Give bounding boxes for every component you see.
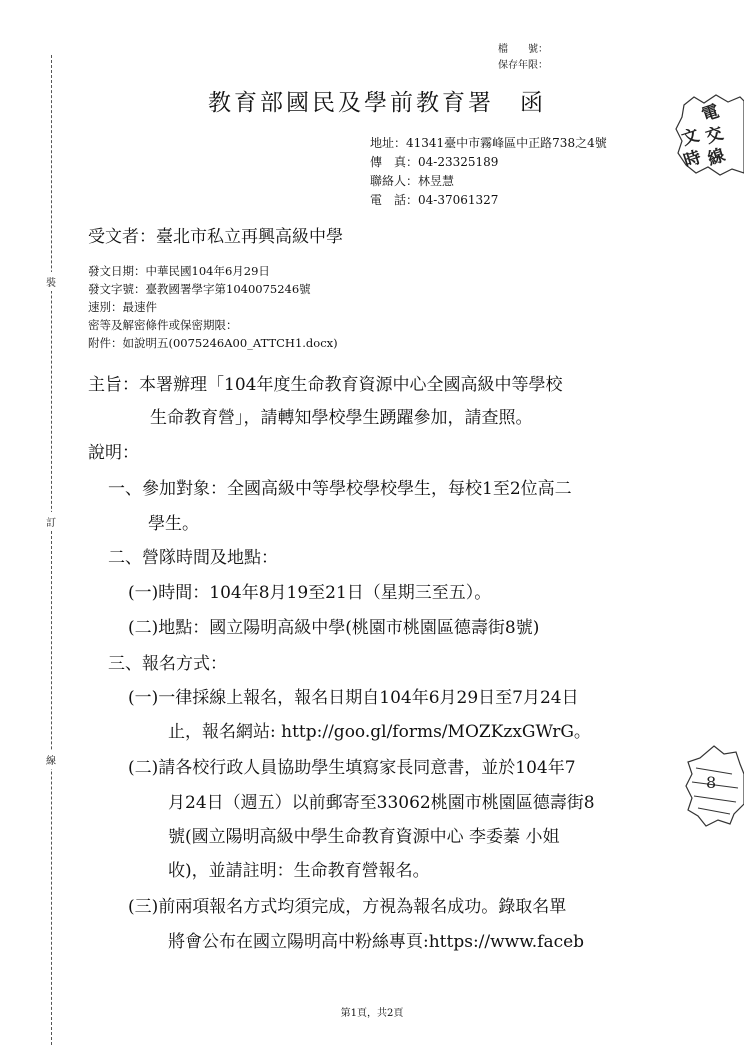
contact-phone: 電 話：04-37061327 — [370, 193, 499, 207]
recipient: 受文者：臺北市私立再興高級中學 — [88, 227, 343, 247]
svg-text:交: 交 — [703, 123, 726, 148]
item-2-place: (二)地點：國立陽明高級中學(桃園市桃園區德壽街8號) — [128, 618, 540, 638]
item-2-time: (一)時間：104年8月19至21日（星期三至五）。 — [128, 583, 492, 603]
file-number-label: 檔 號： — [498, 44, 548, 55]
svg-text:線: 線 — [705, 145, 728, 170]
page-mark-number: 8 — [706, 773, 717, 792]
secrecy-level: 密等及解密條件或保密期限： — [88, 318, 238, 332]
binding-char-zhuang: 裝 — [44, 272, 58, 291]
issue-date: 發文日期：中華民國104年6月29日 — [88, 264, 270, 278]
item-3c-line-2: 將會公布在國立陽明高中粉絲專頁:https://www.faceb — [168, 932, 585, 952]
item-1-line-1: 一、參加對象：全國高級中等學校學校學生，每校1至2位高二 — [108, 479, 572, 499]
subject-line-1: 主旨：本署辦理「104年度生命教育資源中心全國高級中等學校 — [88, 375, 563, 395]
svg-text:文: 文 — [679, 125, 702, 150]
item-3-title: 三、報名方式： — [108, 654, 227, 674]
item-3a-line-2: 止，報名網站: http://goo.gl/forms/MOZKzxGWrG。 — [168, 722, 591, 742]
item-3b-line-3: 號(國立陽明高級中學生命教育資源中心 李委蓁 小姐 — [168, 827, 560, 847]
document-number: 發文字號：臺教國署學字第1040075246號 — [88, 282, 311, 296]
delivery-speed: 速別：最速件 — [88, 300, 157, 314]
item-3b-line-2: 月24日（週五）以前郵寄至33062桃園市桃園區德壽街8 — [168, 793, 595, 813]
contact-fax: 傳 真：04-23325189 — [370, 155, 499, 169]
explanation-label: 說明： — [88, 443, 139, 463]
subject-line-2: 生命教育營」，請轉知學校學生踴躍參加，請查照。 — [150, 408, 533, 428]
item-3b-line-4: 收)，並請註明：生命教育營報名。 — [168, 861, 430, 881]
binding-line — [51, 55, 52, 1045]
binding-char-ding: 訂 — [44, 512, 58, 531]
item-3b-line-1: (二)請各校行政人員協助學生填寫家長同意書，並於104年7 — [128, 758, 576, 778]
item-2-title: 二、營隊時間及地點： — [108, 548, 278, 568]
contact-address: 地址：41341臺中市霧峰區中正路738之4號 — [370, 136, 607, 150]
contact-person: 聯絡人：林昱慧 — [370, 174, 455, 188]
retention-label: 保存年限： — [498, 60, 548, 71]
svg-text:電: 電 — [699, 101, 722, 126]
electronic-exchange-stamp — [674, 93, 744, 177]
document-title: 教育部國民及學前教育署 函 — [208, 90, 546, 116]
svg-text:時: 時 — [681, 147, 704, 172]
attachment-info: 附件：如說明五(0075246A00_ATTCH1.docx) — [88, 336, 338, 350]
item-1-line-2: 學生。 — [148, 514, 199, 534]
page-mark-stamp — [684, 744, 744, 828]
item-3c-line-1: (三)前兩項報名方式均須完成，方視為報名成功。錄取名單 — [128, 897, 567, 917]
binding-char-xian: 線 — [44, 750, 58, 769]
item-3a-line-1: (一)一律採線上報名，報名日期自104年6月29日至7月24日 — [128, 688, 579, 708]
page-footer: 第1頁，共2頁 — [340, 1008, 404, 1019]
